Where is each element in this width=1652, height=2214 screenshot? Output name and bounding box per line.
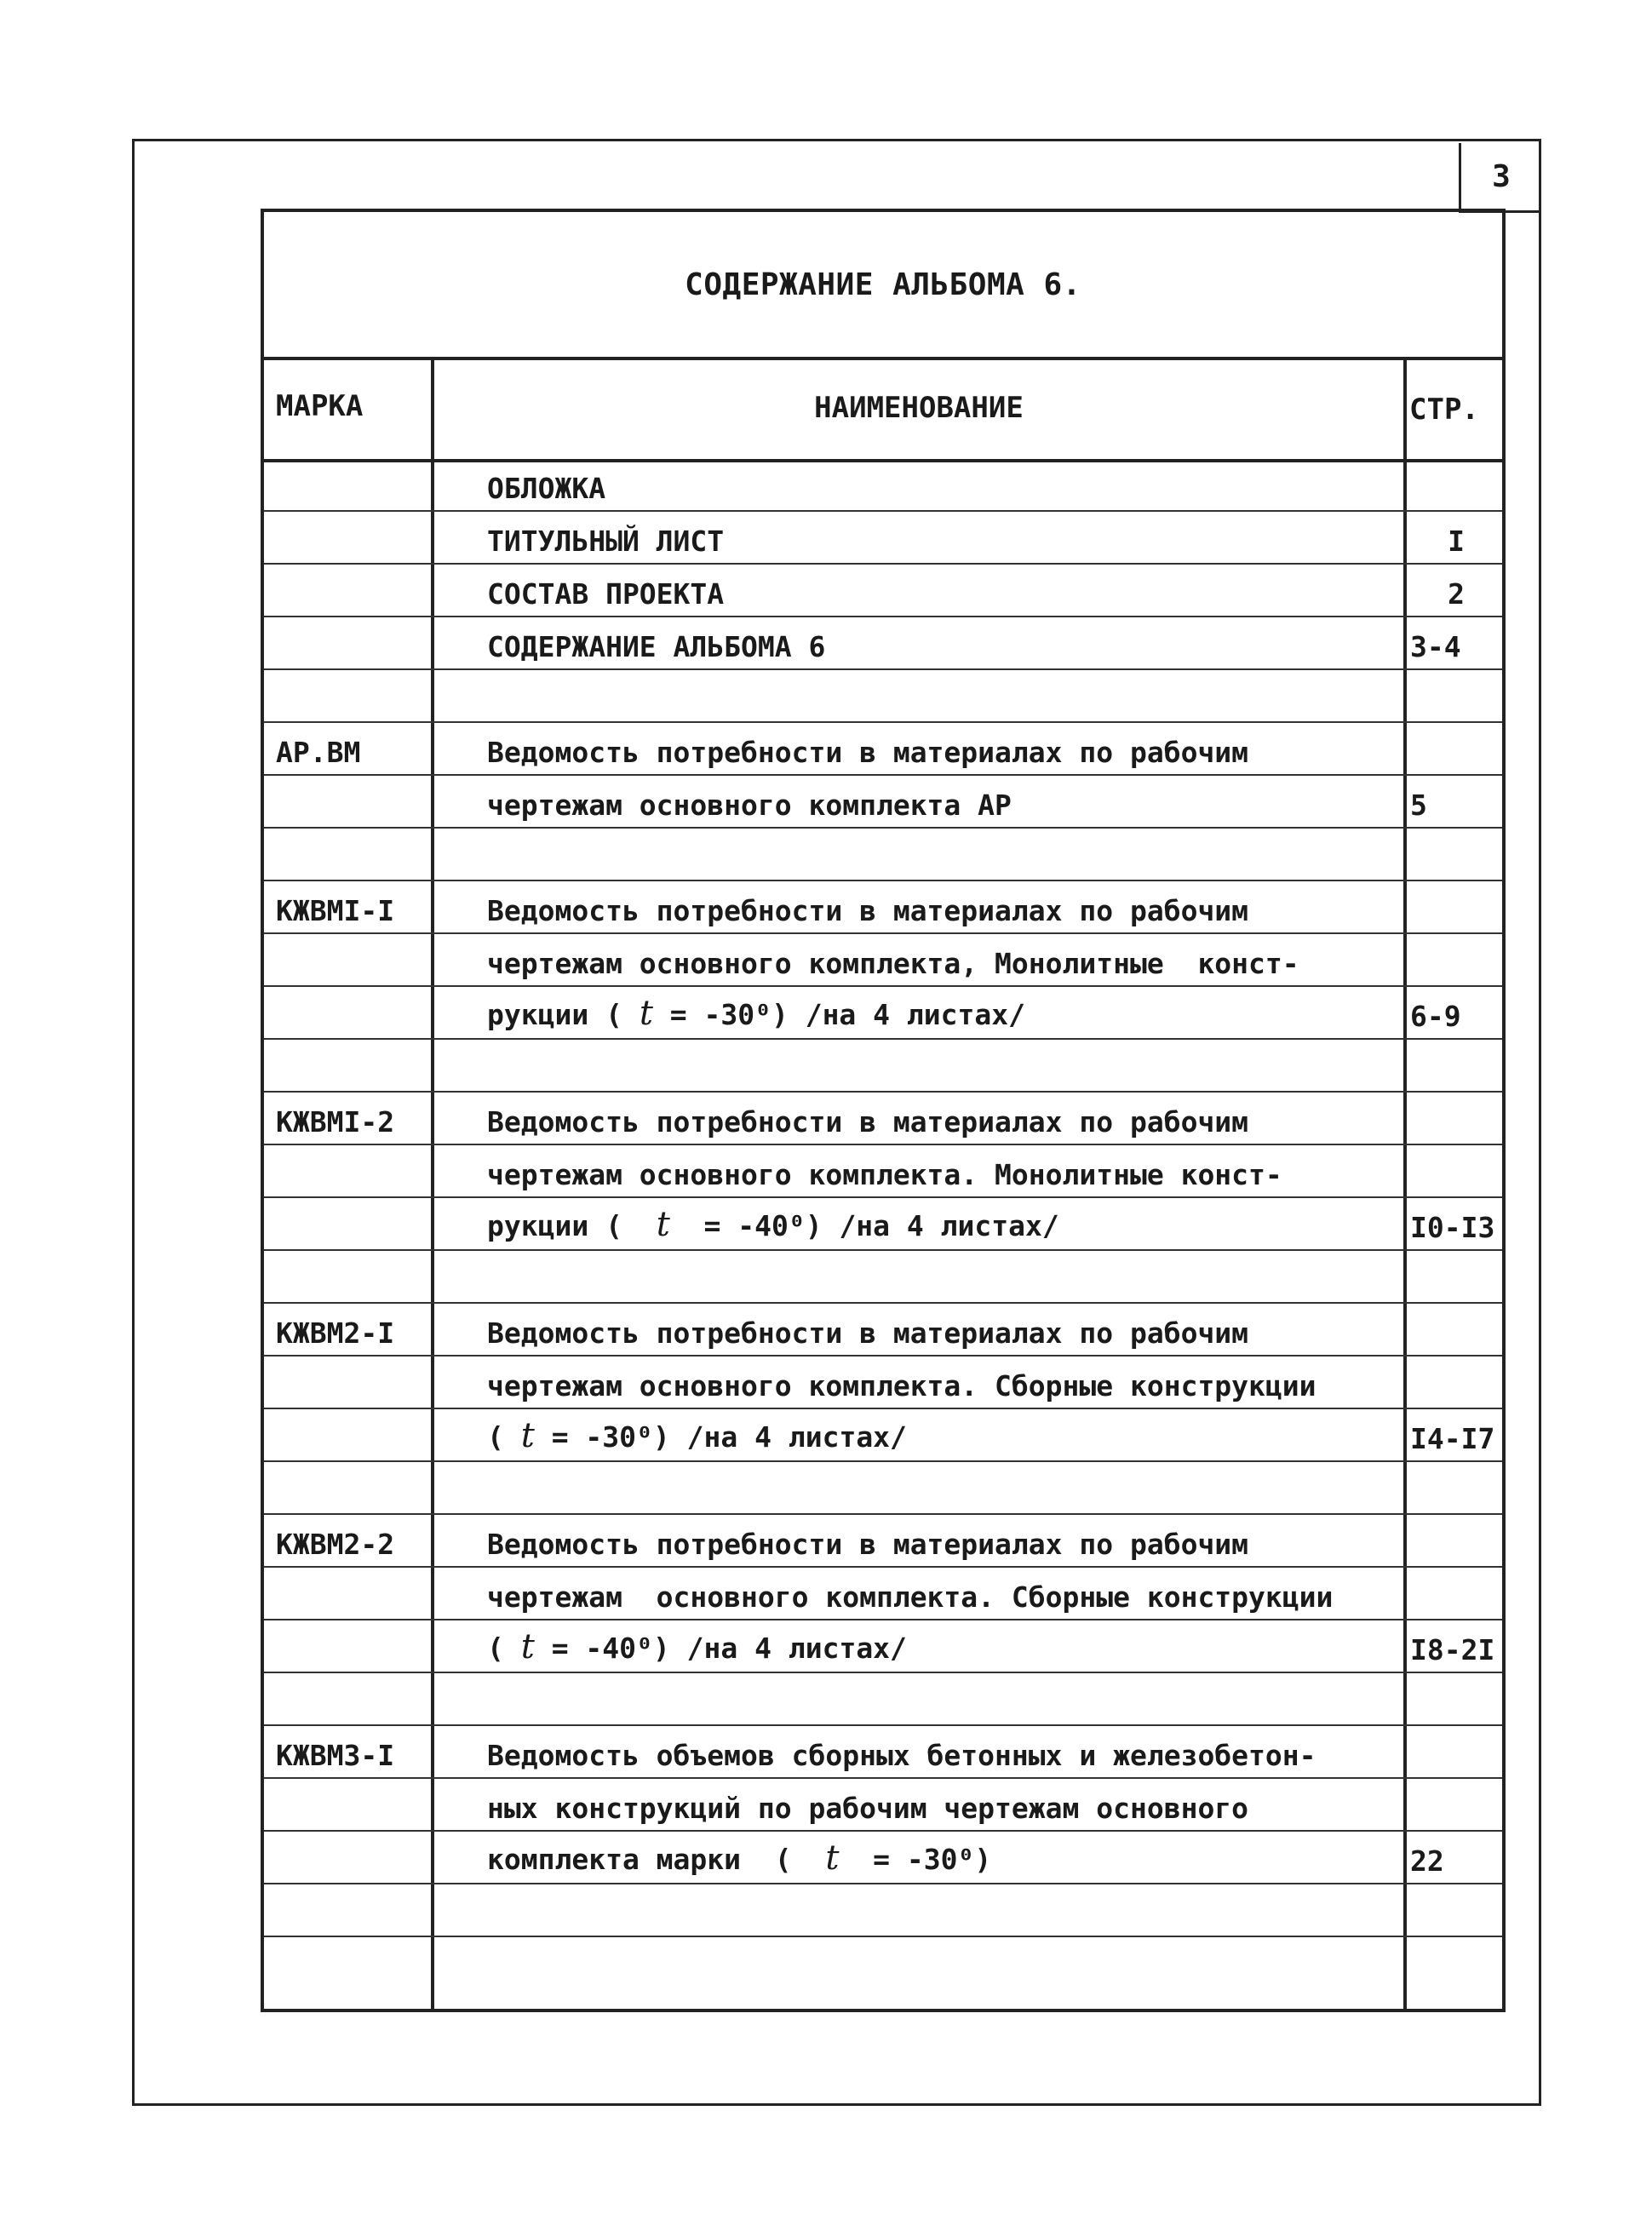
row-name: СОДЕРЖАНИЕ АЛЬБОМА 6: [487, 630, 826, 663]
row-name: [487, 1627, 907, 1666]
page-number: 3: [1492, 159, 1511, 194]
row-name: чертежам основного комплекта. Сборные конструкции: [487, 1580, 1334, 1614]
document-title: СОДЕРЖАНИЕ АЛЬБОМА 6.: [685, 267, 1081, 302]
header-page: СТР.: [1409, 393, 1479, 427]
table-row: [264, 1726, 1502, 1779]
row-name-prefix: (: [487, 1420, 521, 1454]
table-row: [264, 1673, 1502, 1726]
header-marka: МАРКА: [276, 389, 364, 423]
table-row: [264, 1409, 1502, 1462]
table-row: [264, 617, 1502, 670]
table-row: [264, 776, 1502, 829]
row-page: I0-I3: [1410, 1211, 1495, 1244]
table-row: [264, 1093, 1502, 1145]
row-marka: КЖВМI-I: [276, 894, 395, 927]
contents-table: [261, 209, 1506, 2012]
row-name-suffix: = -30⁰) /на 4 листах/: [652, 998, 1025, 1031]
row-page: 6-9: [1410, 1000, 1461, 1033]
row-name: ных конструкций по рабочим чертежам основного: [487, 1792, 1249, 1825]
row-name: [487, 1205, 1059, 1244]
temperature-symbol: t: [520, 1627, 535, 1666]
row-name: ОБЛОЖКА: [487, 472, 606, 505]
table-body: [264, 459, 1502, 2009]
row-page: I4-I7: [1410, 1422, 1495, 1455]
row-page: I8-2I: [1410, 1633, 1495, 1666]
header-name: НАИМЕНОВАНИЕ: [814, 391, 1024, 425]
table-row: [264, 1145, 1502, 1198]
row-marka: КЖВМ2-I: [276, 1316, 395, 1350]
row-name: [487, 1416, 907, 1455]
row-name: Ведомость потребности в материалах по рабочим: [487, 894, 1249, 927]
temperature-symbol: t: [656, 1205, 670, 1244]
table-row: [264, 459, 1502, 512]
row-page: I: [1448, 525, 1465, 558]
row-name: чертежам основного комплекта, Монолитные конст-: [487, 947, 1299, 980]
row-marka: КЖВМI-2: [276, 1105, 395, 1139]
row-page: 5: [1410, 789, 1427, 822]
row-name: Ведомость потребности в материалах по рабочим: [487, 1528, 1249, 1561]
table-row: [264, 1198, 1502, 1251]
row-page: 22: [1410, 1844, 1444, 1878]
row-name-prefix: рукции (: [487, 1209, 657, 1242]
row-name-prefix: (: [487, 1632, 521, 1665]
table-row: [264, 723, 1502, 776]
table-row: [264, 829, 1502, 881]
table-row: [264, 1040, 1502, 1093]
table-row: [264, 1779, 1502, 1832]
table-row: [264, 670, 1502, 723]
row-name-prefix: рукции (: [487, 998, 640, 1031]
table-row: [264, 934, 1502, 987]
table-row: [264, 1620, 1502, 1673]
table-row: [264, 1462, 1502, 1515]
table-row: [264, 1304, 1502, 1357]
row-name: чертежам основного комплекта АР: [487, 789, 1012, 822]
table-row: [264, 1251, 1502, 1304]
row-name: Ведомость потребности в материалах по рабочим: [487, 736, 1249, 769]
row-name: СОСТАВ ПРОЕКТА: [487, 577, 725, 611]
table-row: [264, 1515, 1502, 1568]
row-marka: КЖВМ3-I: [276, 1739, 395, 1772]
row-name: Ведомость объемов сборных бетонных и железобетон-: [487, 1739, 1316, 1772]
row-page: 2: [1448, 577, 1465, 611]
title-area: [264, 212, 1502, 360]
row-marka: КЖВМ2-2: [276, 1528, 395, 1561]
row-name: ТИТУЛЬНЫЙ ЛИСТ: [487, 525, 725, 558]
table-row: [264, 881, 1502, 934]
row-name-suffix: = -30⁰) /на 4 листах/: [534, 1420, 907, 1454]
row-name-suffix: = -40⁰) /на 4 листах/: [534, 1632, 907, 1665]
table-row: [264, 1568, 1502, 1620]
table-row: [264, 987, 1502, 1040]
row-name-suffix: = -30⁰): [839, 1843, 992, 1876]
temperature-symbol: t: [520, 1416, 535, 1455]
table-row: [264, 1937, 1502, 1990]
temperature-symbol: t: [639, 994, 653, 1033]
row-name: чертежам основного комплекта. Сборные конструкции: [487, 1369, 1316, 1402]
table-row: [264, 512, 1502, 565]
row-page: 3-4: [1410, 630, 1461, 663]
row-name-suffix: = -40⁰) /на 4 листах/: [669, 1209, 1059, 1242]
table-row: [264, 1357, 1502, 1409]
table-row: [264, 1884, 1502, 1937]
row-name-prefix: комплекта марки (: [487, 1843, 826, 1876]
page-number-box: [1459, 143, 1541, 213]
table-row: [264, 1832, 1502, 1884]
temperature-symbol: t: [825, 1838, 840, 1878]
row-name: чертежам основного комплекта. Монолитные конст-: [487, 1158, 1282, 1191]
row-name: Ведомость потребности в материалах по рабочим: [487, 1105, 1249, 1139]
table-header: [264, 357, 1502, 462]
row-name: Ведомость потребности в материалах по рабочим: [487, 1316, 1249, 1350]
row-name: [487, 994, 1025, 1033]
table-row: [264, 565, 1502, 617]
row-name: [487, 1838, 991, 1878]
row-marka: АР.ВМ: [276, 736, 361, 769]
